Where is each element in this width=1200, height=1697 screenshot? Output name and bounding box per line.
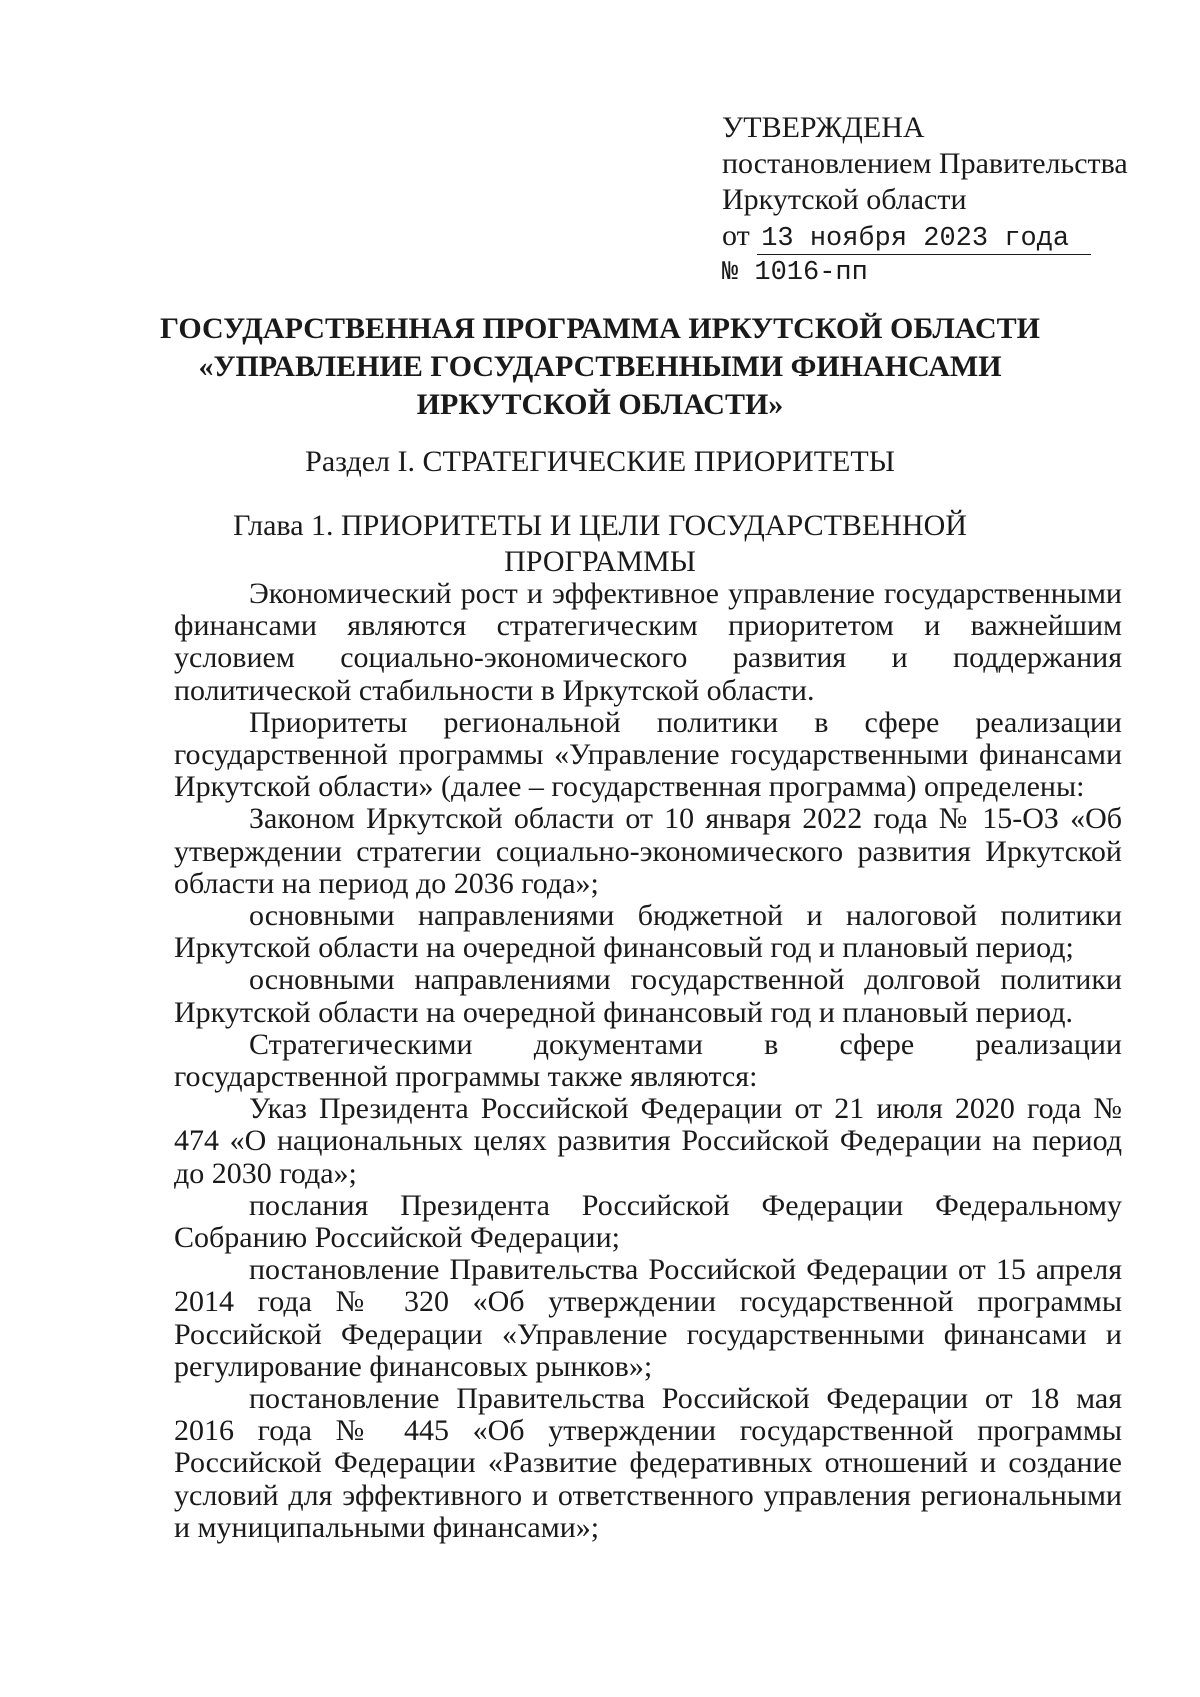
paragraph: постановление Правительства Российской Федерации от 15 апреля 2014 года № 320 «Об утверждении государственной программы Российской Федерации «Управление государственными финансами и регулирование финансовых рынков»; <box>174 1253 1122 1383</box>
paragraph: Указ Президента Российской Федерации от 21 июля 2020 года № 474 «О национальных целях развития Российской Федерации на период до 2030 года»; <box>174 1092 1122 1190</box>
program-title-line-3: ИРКУТСКОЙ ОБЛАСТИ» <box>416 388 784 421</box>
program-title-line-1: ГОСУДАРСТВЕННАЯ ПРОГРАММА ИРКУТСКОЙ ОБЛАСТИ <box>160 312 1040 345</box>
paragraph: Стратегическими документами в сфере реализации государственной программы также являются: <box>174 1027 1122 1094</box>
approval-stamp-block <box>722 110 1128 291</box>
approval-issuer-line-1: постановлением Правительства <box>722 147 1128 180</box>
paragraph: Экономический рост и эффективное управление государственными финансами являются стратегическим приоритетом и важнейшим условием социально-экономического развития и поддержания политической стабильности в Иркутской области. <box>174 577 1122 707</box>
approval-issuer-line-2: Иркутской области <box>722 183 967 216</box>
approval-date-line <box>722 218 1122 255</box>
program-title <box>160 310 1040 424</box>
paragraph: послания Президента Российской Федерации Федеральному Собранию Российской Федерации; <box>174 1188 1122 1255</box>
approval-date-prefix: от <box>722 219 750 252</box>
program-title-line-2: «УПРАВЛЕНИЕ ГОСУДАРСТВЕННЫМИ ФИНАНСАМИ <box>198 350 1002 383</box>
approval-number: № 1016-пп <box>722 258 868 288</box>
approval-status: УТВЕРЖДЕНА <box>722 111 925 144</box>
section-heading: Раздел I. СТРАТЕГИЧЕСКИЕ ПРИОРИТЕТЫ <box>305 445 895 478</box>
paragraph: Приоритеты региональной политики в сфере реализации государственной программы «Управление государственными финансами Иркутской области» (далее – государственная программа) определены: <box>174 705 1122 804</box>
approval-date: 13 ноября 2023 года <box>757 224 1091 255</box>
paragraph: основными направлениями государственной долговой политики Иркутской области на очередной финансовый год и плановый период. <box>174 963 1122 1029</box>
body-text <box>174 578 1122 1544</box>
paragraph: Законом Иркутской области от 10 января 2022 года № 15-ОЗ «Об утверждении стратегии социально-экономического развития Иркутской области на период до 2036 года»; <box>174 802 1122 900</box>
paragraph: постановление Правительства Российской Федерации от 18 мая 2016 года № 445 «Об утверждении государственной программы Российской Федерации «Развитие федеративных отношений и создание условий для эффективного и ответственного управления региональными и муниципальными финансами»; <box>174 1382 1122 1544</box>
chapter-heading: Глава 1. ПРИОРИТЕТЫ И ЦЕЛИ ГОСУДАРСТВЕННОЙ ПРОГРАММЫ <box>233 509 967 578</box>
paragraph: основными направлениями бюджетной и налоговой политики Иркутской области на очередной финансовый год и плановый период; <box>174 899 1122 965</box>
